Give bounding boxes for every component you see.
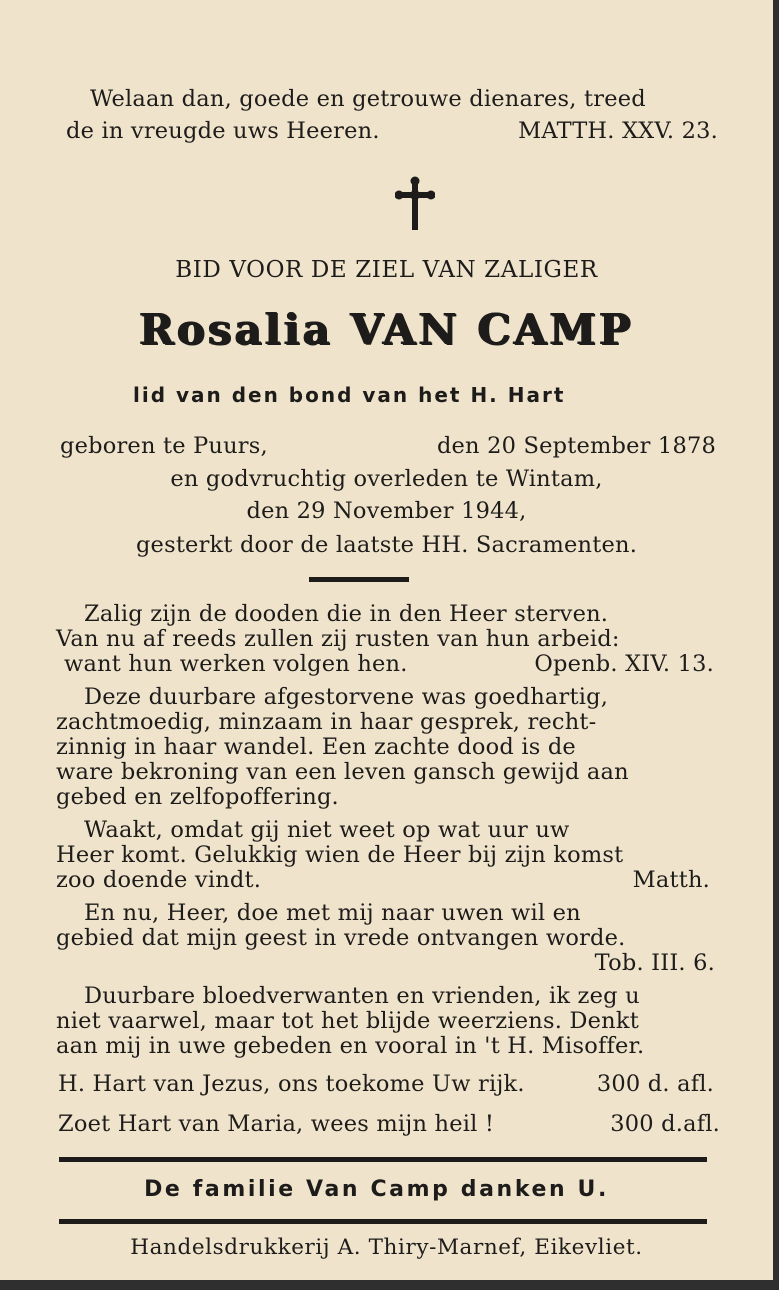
divider-lower (59, 1219, 707, 1224)
death-place-line: en godvruchtig overleden te Wintam, (170, 466, 603, 492)
paragraph-2-line-2: zachtmoedig, minzaam in haar gesprek, recht- (56, 709, 597, 735)
paragraph-4-reference: Tob. III. 6. (594, 950, 715, 976)
paragraph-3-line-1: Waakt, omdat gij niet weet op wat uur uw (84, 817, 570, 843)
printer-line: Handelsdrukkerij A. Thiry-Marnef, Eikevliet. (130, 1235, 643, 1260)
paragraph-2-line-3: zinnig in haar wandel. Een zachte dood is de (56, 734, 576, 760)
paragraph-1-line-2: Van nu af reeds zullen zij rusten van hun arbeid: (56, 626, 620, 652)
prayer-line-2 (58, 1111, 720, 1137)
verse-line-2 (66, 118, 718, 144)
paragraph-3-line-2: Heer komt. Gelukkig wien de Heer bij zijn komst (56, 842, 624, 868)
divider-upper (59, 1157, 707, 1162)
death-date-line: den 29 November 1944, (246, 498, 527, 524)
paragraph-1-line-1: Zalig zijn de dooden die in den Heer sterven. (84, 601, 609, 627)
verse-line-1: Welaan dan, goede en getrouwe dienares, treed (90, 86, 646, 112)
sacraments-line: gesterkt door de laatste HH. Sacramenten. (135, 532, 638, 558)
heading: BID VOOR DE ZIEL VAN ZALIGER (175, 257, 598, 283)
paragraph-3-line-3 (56, 867, 710, 893)
paragraph-4-line-1: En nu, Heer, doe met mij naar uwen wil en (84, 900, 581, 926)
prayer-1-text: H. Hart van Jezus, ons toekome Uw rijk. (58, 1071, 525, 1097)
verse-reference: MATTH. XXV. 23. (518, 118, 718, 144)
deceased-name: Rosalia VAN CAMP (139, 305, 634, 354)
paragraph-4-line-2: gebied dat mijn geest in vrede ontvangen worde. (56, 925, 626, 951)
paragraph-2-line-5: gebed en zelfopoffering. (56, 784, 339, 810)
paragraph-2-line-1: Deze duurbare afgestorvene was goedhartig, (84, 684, 609, 710)
prayer-2-text: Zoet Hart van Maria, wees mijn heil ! (58, 1111, 495, 1137)
paragraph-5-line-2: niet vaarwel, maar tot het blijde weerziens. Denkt (56, 1008, 639, 1034)
paragraph-1-line-3-text: want hun werken volgen hen. (64, 651, 408, 677)
verse-line-2-text: de in vreugde uws Heeren. (66, 118, 380, 144)
paragraph-2-line-4: ware bekroning van een leven gansch gewijd aan (56, 759, 629, 785)
paragraph-3-line-3-text: zoo doende vindt. (56, 867, 262, 893)
short-divider (309, 577, 409, 582)
prayer-2-indulgence: 300 d.afl. (610, 1111, 720, 1137)
prayer-1-indulgence: 300 d. afl. (596, 1071, 714, 1097)
membership-line: lid van den bond van het H. Hart (133, 383, 566, 407)
prayer-line-1 (58, 1071, 714, 1097)
paragraph-1-reference: Openb. XIV. 13. (534, 651, 714, 677)
paragraph-1-line-3 (64, 651, 714, 677)
paragraph-5-line-1: Duurbare bloedverwanten en vrienden, ik zeg u (84, 983, 640, 1009)
paragraph-5-line-3: aan mij in uwe gebeden en vooral in 't H. Misoffer. (56, 1033, 645, 1059)
birth-place: geboren te Puurs, (60, 433, 268, 459)
birth-date: den 20 September 1878 (436, 433, 716, 459)
birth-line (60, 433, 716, 459)
cross-icon (395, 176, 435, 232)
family-line: De familie Van Camp danken U. (144, 1177, 609, 1202)
paragraph-3-reference: Matth. (632, 867, 710, 893)
